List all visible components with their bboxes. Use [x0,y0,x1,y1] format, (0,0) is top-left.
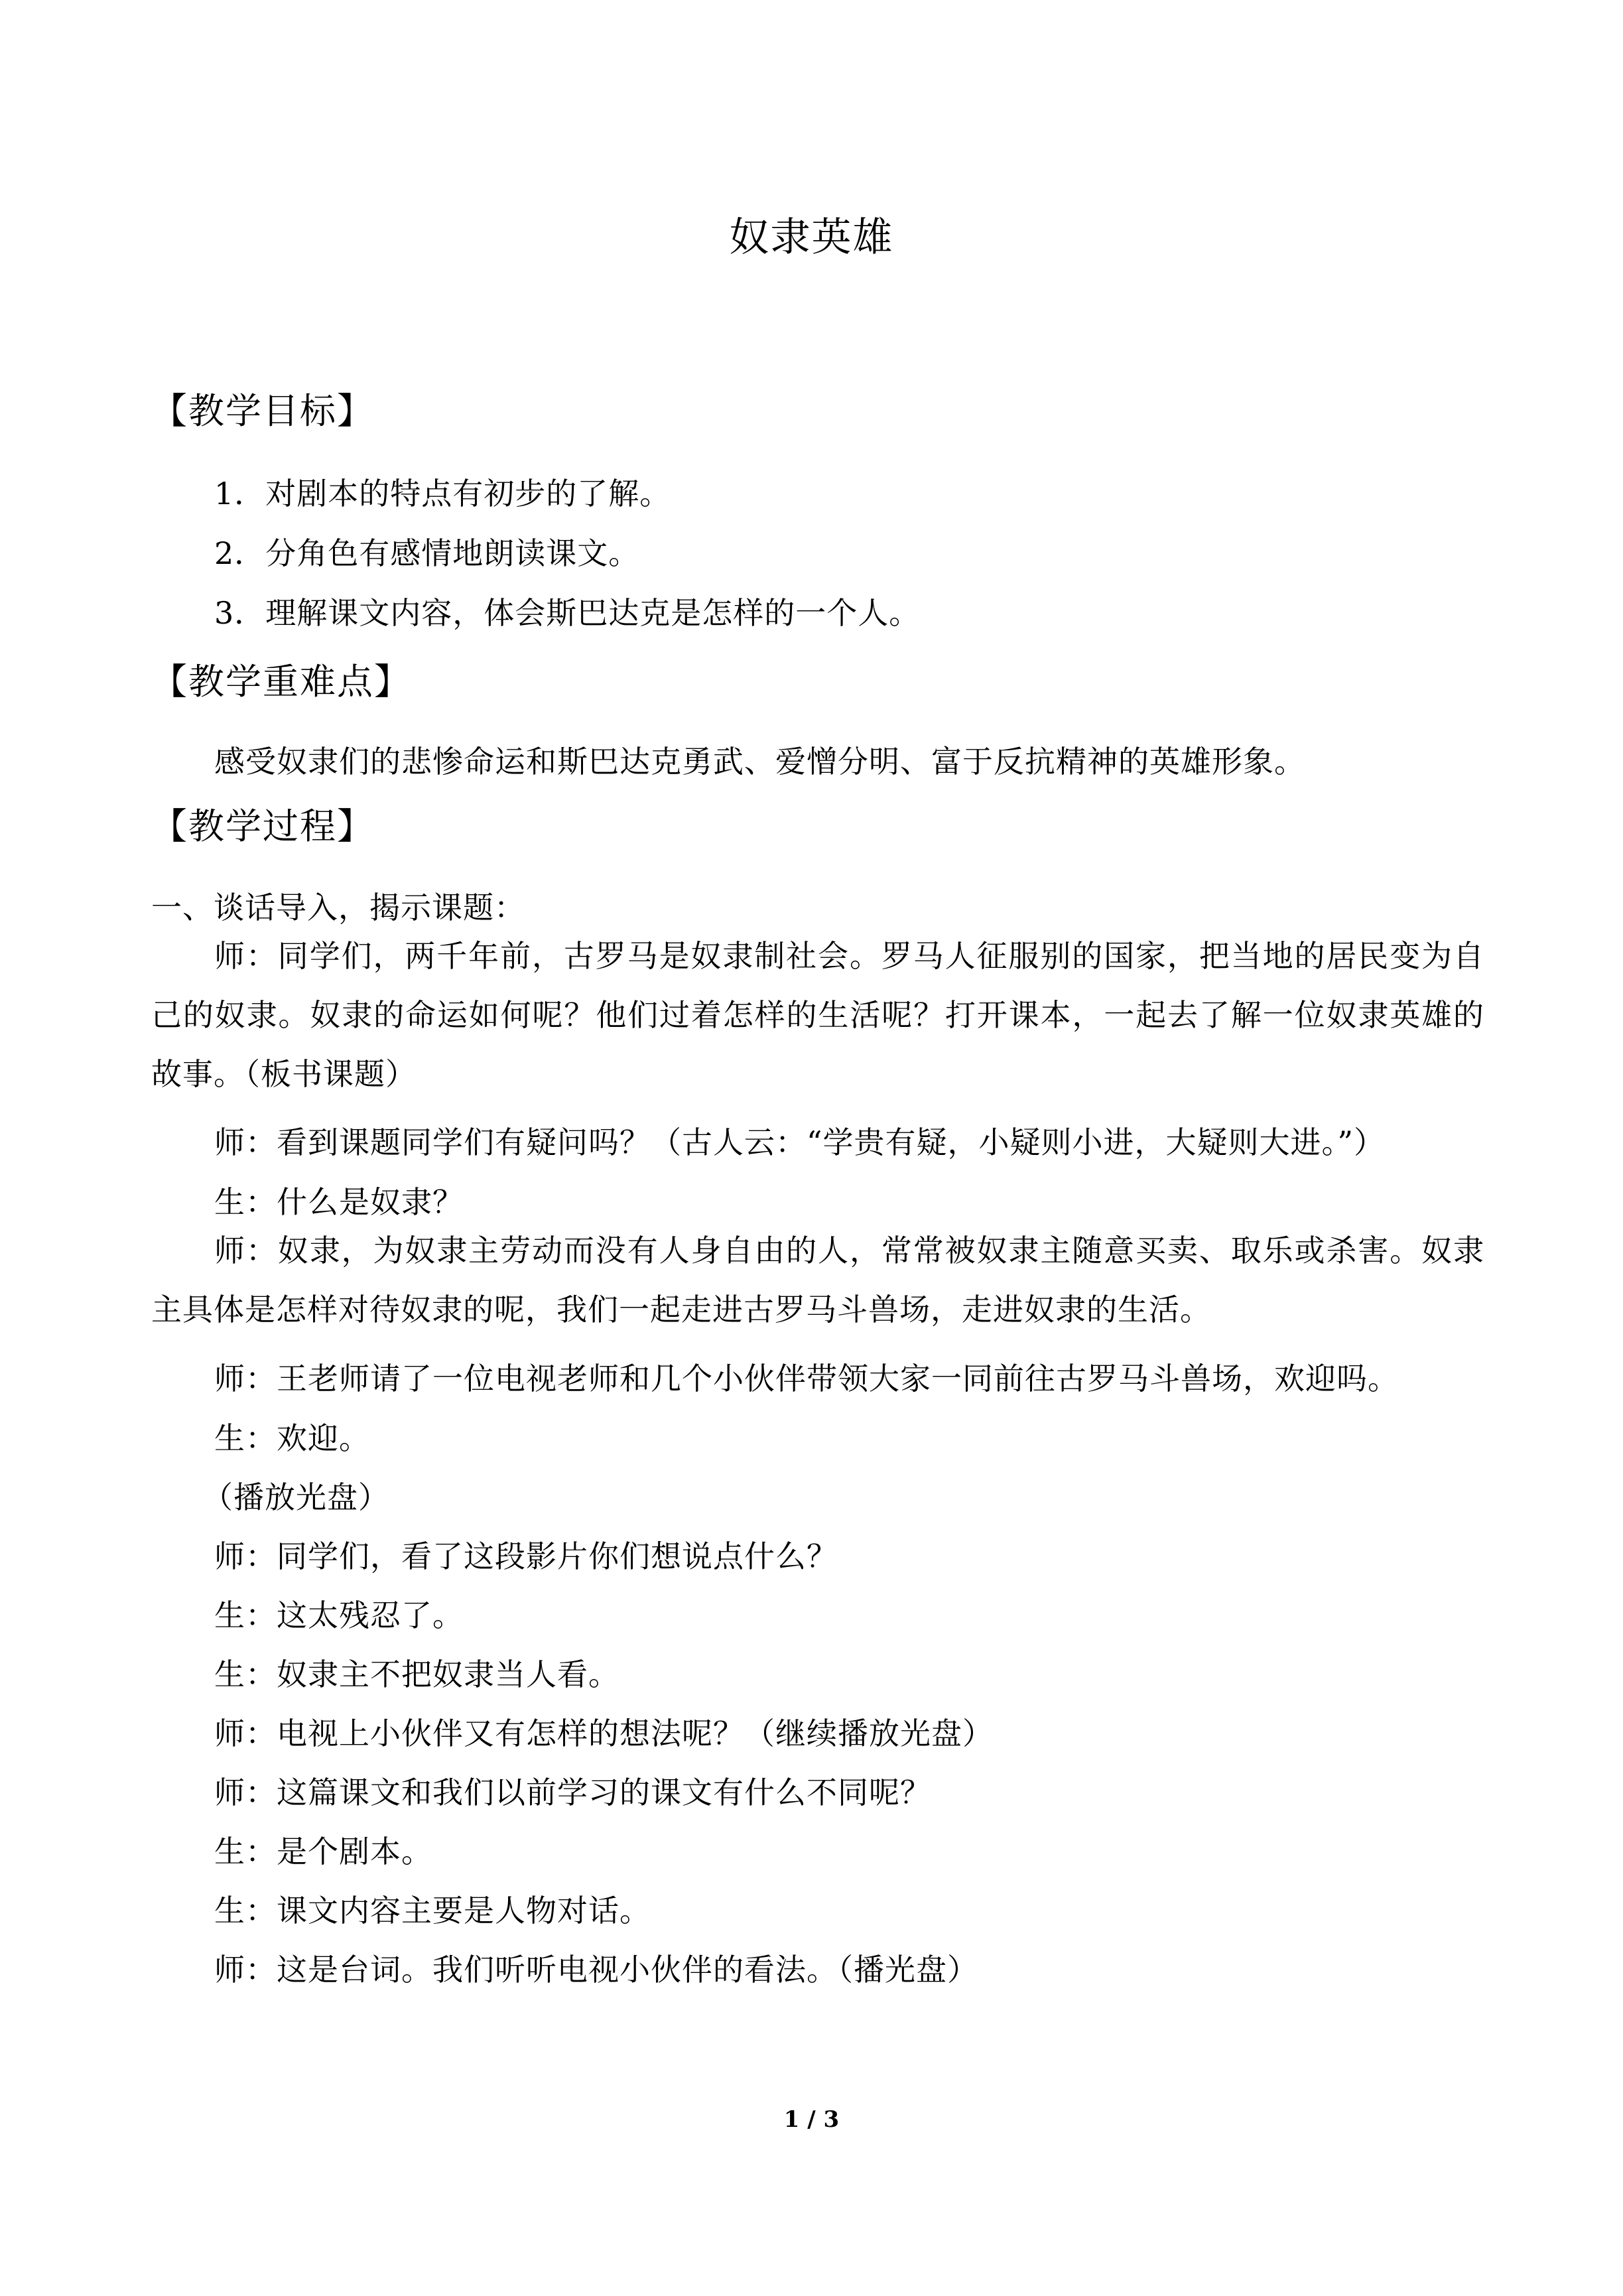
key-points-text: 感受奴隶们的悲惨命运和斯巴达克勇武、爱憎分明、富于反抗精神的英雄形象。 [214,744,1305,779]
dialogue-line: 生：奴隶主不把奴隶当人看。 [214,1656,619,1692]
key-points-heading: 【教学重难点】 [151,661,411,703]
dialogue-line: 师：这篇课文和我们以前学习的课文有什么不同呢？ [214,1775,931,1810]
document-title: 奴隶英雄 [729,214,894,261]
dialogue-line: 生：这太残忍了。 [214,1597,464,1633]
dialogue-paragraph: 师：同学们，两千年前，古罗马是奴隶制社会。罗马人征服别的国家，把当地的居民变为自己的奴隶。奴隶的命运如何呢？他们过着怎样的生活呢？打开课本，一起去了解一位奴隶英雄的故事。（板书课题） [151,938,1484,1092]
dialogue-line: 师：电视上小伙伴又有怎样的想法呢？（继续播放光盘） [214,1716,994,1751]
dialogue-line: 生：是个剧本。 [214,1834,432,1869]
dialogue-line: 生：什么是奴隶？ [214,1184,464,1220]
dialogue-line: 师：同学们，看了这段影片你们想说点什么？ [214,1538,838,1574]
process-heading: 【教学过程】 [151,805,374,847]
page-number: 1 / 3 [783,2106,840,2133]
objectives-heading: 【教学目标】 [151,390,374,432]
dialogue-line: 师：看到课题同学们有疑问吗？（古人云：“学贵有疑，小疑则小进，大疑则大进。”） [214,1124,1386,1160]
objective-item: 3．理解课文内容，体会斯巴达克是怎样的一个人。 [214,595,921,631]
section-title: 一、谈话导入，揭示课题： [151,890,525,925]
objective-item: 2．分角色有感情地朗读课文。 [214,535,640,571]
dialogue-paragraph: 师：奴隶，为奴隶主劳动而没有人身自由的人，常常被奴隶主随意买卖、取乐或杀害。奴隶主具体是怎样对待奴隶的呢，我们一起走进古罗马斗兽场，走进奴隶的生活。 [151,1233,1484,1327]
stage-direction: （播放光盘） [202,1479,389,1515]
objective-item: 1．对剧本的特点有初步的了解。 [214,476,671,511]
dialogue-line: 生：课文内容主要是人物对话。 [214,1893,651,1928]
dialogue-line: 生：欢迎。 [214,1420,370,1456]
dialogue-line: 师：这是台词。我们听听电视小伙伴的看法。（播光盘） [214,1952,978,1988]
dialogue-line: 师：王老师请了一位电视老师和几个小伙伴带领大家一同前往古罗马斗兽场，欢迎吗。 [214,1361,1399,1396]
